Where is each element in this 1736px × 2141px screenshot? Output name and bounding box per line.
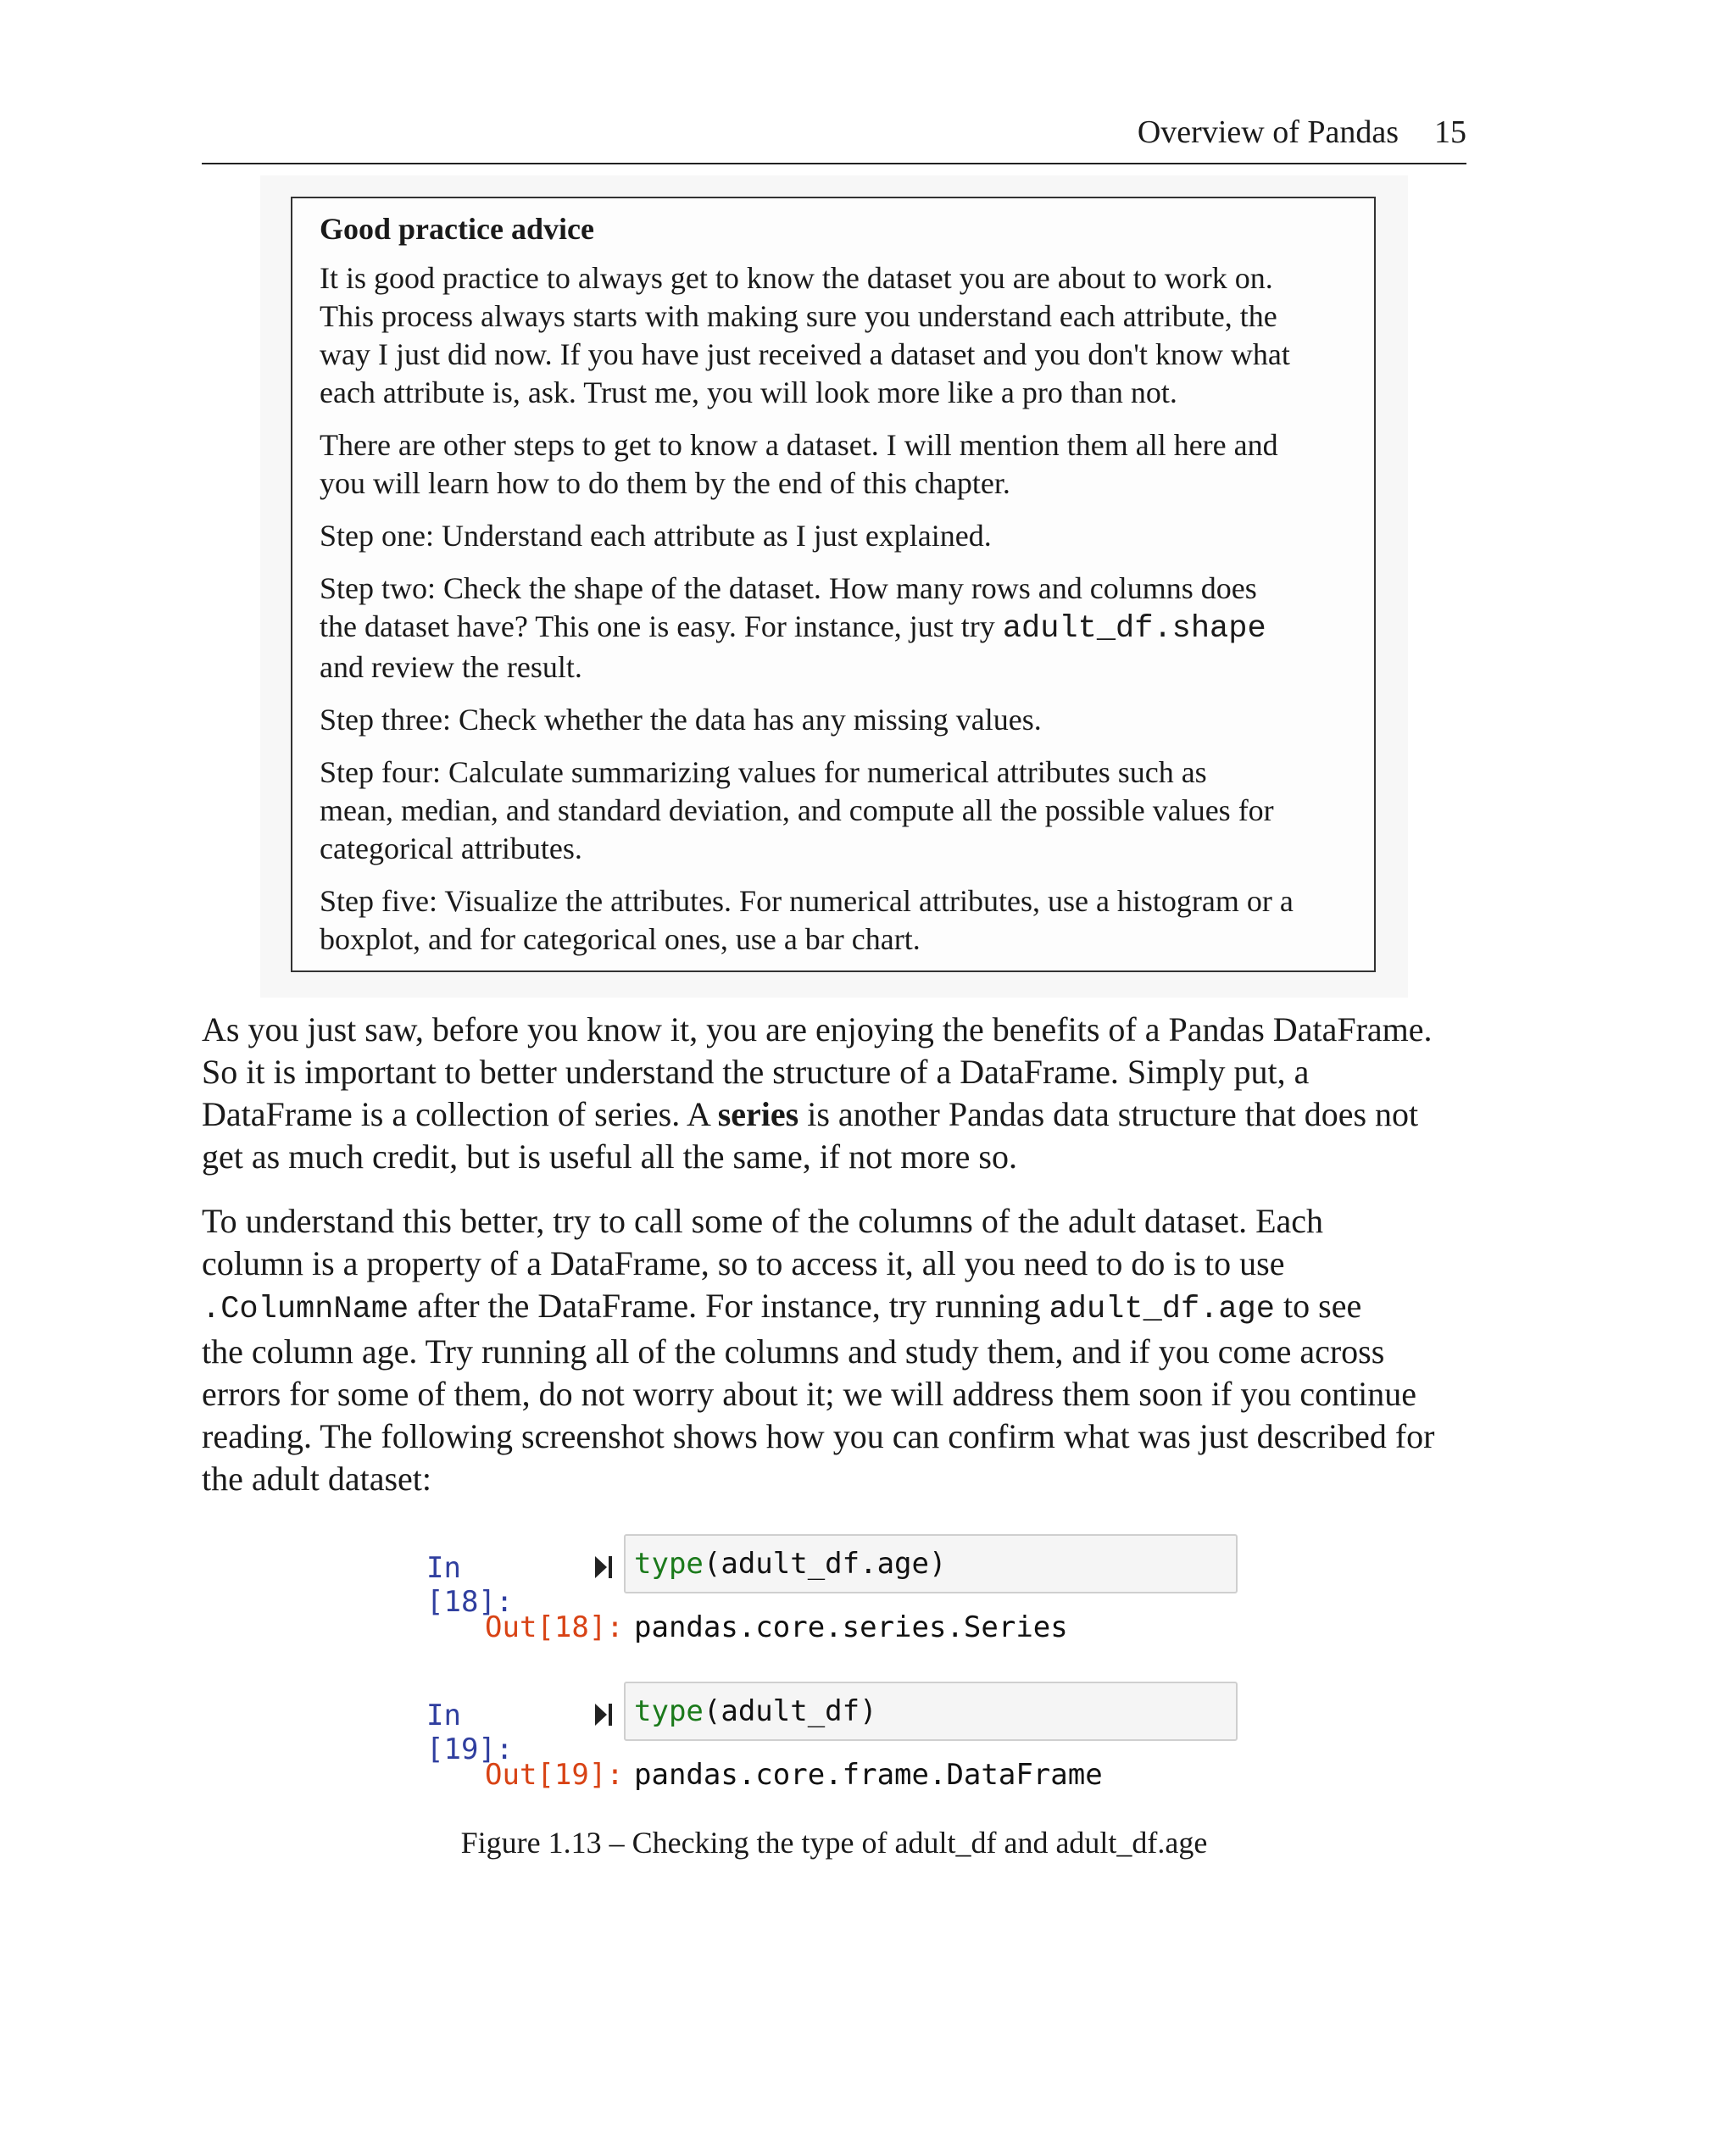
running-header — [202, 110, 1466, 164]
output-18: pandas.core.series.Series — [634, 1610, 1068, 1644]
tip-step-four: Step four: Calculate summarizing values for numerical attributes such as mean, median, and standard deviation, and compute all the possible values for categorical attributes. — [320, 755, 1274, 865]
out-prompt-19: Out[19]: — [485, 1758, 624, 1792]
code-args: (adult_df) — [703, 1694, 877, 1728]
out-prompt-18: Out[18]: — [485, 1610, 624, 1644]
tip-step-two: Step two: Check the shape of the dataset. How many rows and columns does the dataset have? This one is easy. For instance, just try adult_df.shape and review the result. — [320, 571, 1266, 684]
run-cell-icon[interactable] — [593, 1702, 614, 1727]
body-paragraph-2: To understand this better, try to call some of the columns of the adult dataset. Each column is a property of a DataFrame, so to access it, all you need to do is to use .ColumnName after the DataFrame. For instance, try running adult_df.age to see the column age. Try running all of the columns and study them, and if you come across errors for some of them, do not worry about it; we will address them soon if you continue reading. The following screenshot shows how you can confirm what was just described for the adult dataset: — [202, 1202, 1435, 1498]
in-prompt-18: In [18]: — [426, 1551, 514, 1619]
code-args: (adult_df.age) — [703, 1547, 947, 1581]
inline-code-shape: adult_df.shape — [1002, 611, 1266, 647]
tip-title: Good practice advice — [320, 212, 594, 246]
code-keyword-type: type — [634, 1694, 704, 1728]
in-prompt-19: In [19]: — [426, 1699, 514, 1766]
tip-step-one: Step one: Understand each attribute as I just explained. — [320, 519, 992, 553]
chapter-title: Overview of Pandas — [1137, 114, 1399, 150]
tip-paragraph-2: There are other steps to get to know a dataset. I will mention them all here and you will learn how to do them by the end of this chapter. — [320, 428, 1278, 500]
inline-code-columnname: .ColumnName — [202, 1292, 409, 1327]
code-keyword-type: type — [634, 1547, 704, 1581]
inline-code-age: adult_df.age — [1049, 1292, 1276, 1327]
body-paragraph-1: As you just saw, before you know it, you are enjoying the benefits of a Pandas DataFrame. So it is important to better understand the structure of a DataFrame. Simply put, a DataFrame is a collection of series. A series is another Pandas data structure that does not get as much credit, but is useful all the same, if not more so. — [202, 1010, 1433, 1176]
figure-caption: Figure 1.13 – Checking the type of adult_df and adult_df.age — [460, 1826, 1208, 1860]
code-cell-19[interactable] — [624, 1682, 1238, 1741]
tip-step-three: Step three: Check whether the data has any missing values. — [320, 703, 1042, 737]
tip-paragraph-1: It is good practice to always get to know the dataset you are about to work on. This process always starts with making sure you understand each attribute, the way I just did now. If you have just received a dataset and you don't know what each attribute is, ask. Trust me, you will look more like a pro than not. — [320, 261, 1290, 409]
tip-step-five: Step five: Visualize the attributes. For numerical attributes, use a histogram or a boxplot, and for categorical ones, use a bar chart. — [320, 884, 1294, 956]
run-cell-icon[interactable] — [593, 1554, 614, 1580]
good-practice-tip-box — [291, 197, 1376, 972]
output-19: pandas.core.frame.DataFrame — [634, 1758, 1103, 1792]
bold-term-series: series — [717, 1095, 799, 1133]
code-cell-18[interactable] — [624, 1534, 1238, 1593]
page-number: 15 — [1434, 114, 1466, 150]
